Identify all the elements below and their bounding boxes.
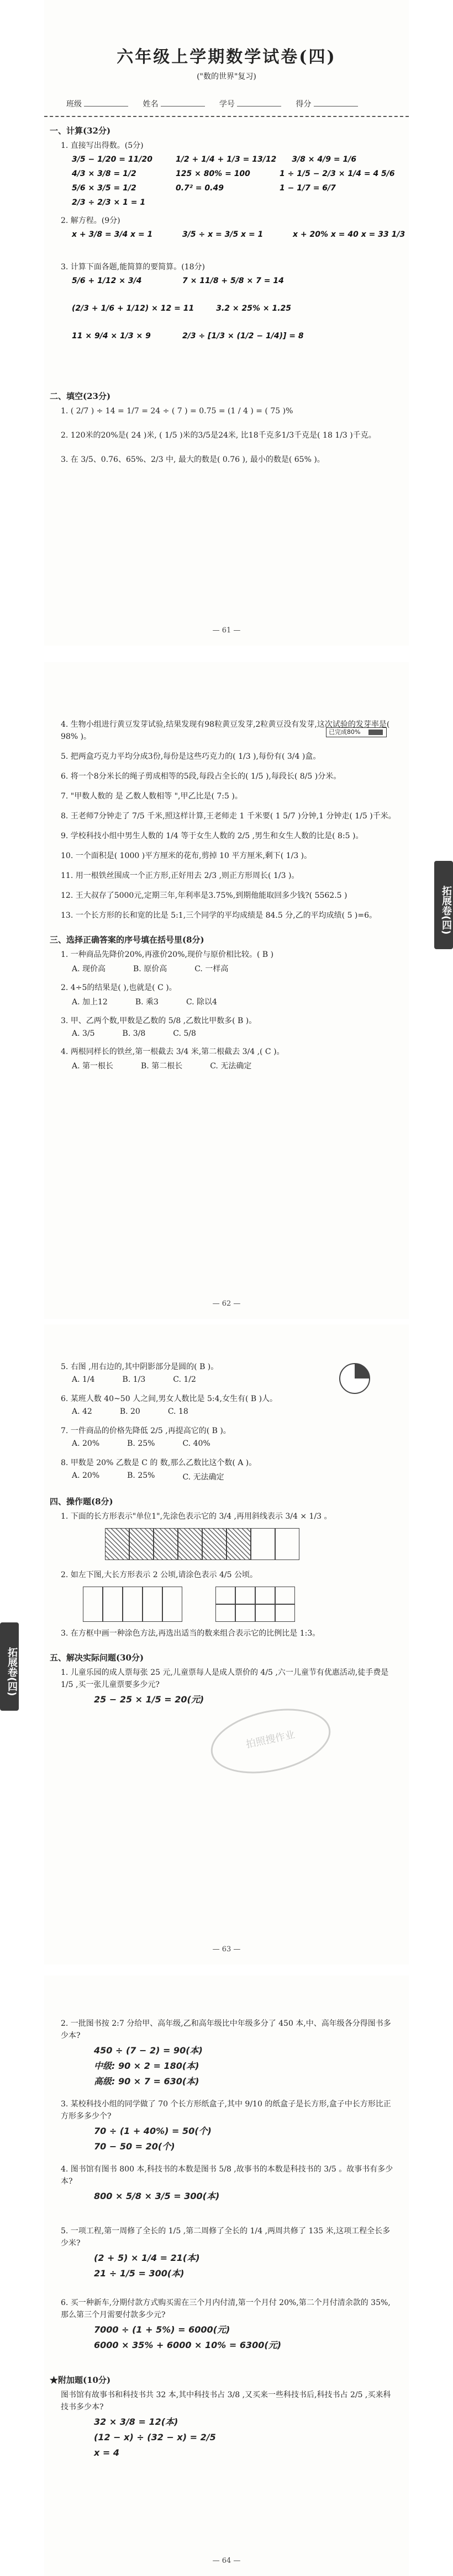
fill-2: 2. 120米的20%是( 24 )米, ( 1/5 )米的3/5是24米, 比18千克多1/3千克是( 18 1/3 )千克。	[61, 431, 376, 440]
page-64	[44, 1976, 409, 2576]
option[interactable]: C. 18	[167, 1407, 188, 1416]
calc-item: 5/6 + 1/12 × 3/4	[72, 276, 142, 285]
option[interactable]: A. 3/5	[72, 1029, 95, 1038]
problem-work: 21 ÷ 1/5 = 300(本)	[94, 2268, 185, 2279]
progress-indicator: 已完成80%	[326, 727, 387, 737]
fill-item: 11. 用一根铁丝围成一个正方形,正好用去 2/3 ,则正方形周长( 1/3 )。	[61, 871, 299, 880]
hatched-cell	[202, 1528, 227, 1560]
choice-options	[72, 1471, 409, 1482]
calc-item: 11 × 9/4 × 1/3 × 9	[72, 332, 151, 340]
page-number: — 62 —	[212, 1300, 241, 1308]
hatched-cell	[105, 1528, 129, 1560]
problem-1-answer: 25 − 25 × 1/5 = 20(元)	[94, 1694, 204, 1705]
section-word-problems: 五、解决实际问题(30分)	[50, 1653, 144, 1663]
operation-2: 2. 如左下图,大长方形表示 2 公顷,请涂色表示 4/5 公顷。	[61, 1571, 257, 1579]
rectangle-figure-2	[83, 1587, 182, 1622]
q1-item: 3/5 − 1/20 = 11/20	[72, 155, 152, 164]
class-field[interactable]: 班级	[66, 98, 128, 109]
section-bonus: ★附加题(10分)	[50, 2375, 111, 2385]
equation: x + 20% x = 40 x = 33 1/3	[293, 230, 405, 239]
choice-options	[72, 1439, 409, 1448]
fill-item: 10. 一个面积是( 1000 )平方厘米的花布,剪掉 10 平方厘米,剩下( 1/3 )。	[61, 851, 312, 860]
q1-item: 1 − 1/7 = 6/7	[280, 184, 336, 193]
problem: 5. 一项工程,第一周修了全长的 1/5 ,第二周修了全长的 1/4 ,两周共修了 135 米,这项工程全长多少米?	[61, 2227, 391, 2248]
problem: 3. 某校科技小组的同学做了 70 个长方形纸盒子,其中 9/10 的纸盒子是长方形,盒子中长方形比正方形多多少个?	[61, 2100, 391, 2121]
q2-items	[72, 230, 409, 239]
choice-options	[72, 996, 409, 1007]
page-61	[44, 0, 409, 646]
option[interactable]: A. 42	[72, 1407, 92, 1416]
fill-item: 13. 一个长方形的长和宽的比是 5:1,三个同学的平均成绩是 84.5 分,乙的平均成绩( 5 )=6。	[61, 911, 377, 920]
q3-items	[72, 276, 409, 340]
problem: 4. 图书馆有图书 800 本,科技书的本数是图书 5/8 ,故事书的本数是科技书的 3/5 。故事书有多少本?	[61, 2165, 393, 2186]
section-choice: 三、选择正确答案的序号填在括号里(8分)	[50, 935, 204, 945]
choice-question: 2. 4÷5的结果是( ),也就是( C )。	[61, 983, 177, 992]
fill-item: 8. 王老师7分钟走了 7/5 千米,照这样计算,王老师走 1 千米要( 1 5/7 )分钟,1 分钟走( 1/5 )千米。	[61, 812, 396, 821]
q1-item: 3/8 × 4/9 = 1/6	[292, 155, 357, 164]
hatched-cell	[129, 1528, 154, 1560]
option[interactable]: B. 第二根长	[141, 1062, 183, 1071]
option[interactable]: C. 5/8	[173, 1029, 196, 1038]
question-1: 1. 直接写出得数。(5分)	[61, 141, 144, 150]
hatched-cell	[227, 1528, 251, 1560]
exam-subtitle: ("数的世界"复习)	[197, 72, 256, 81]
option[interactable]: C. 1/2	[173, 1375, 196, 1384]
option[interactable]: B. 原价高	[133, 965, 167, 973]
calc-item: 2/3 ÷ [1/3 × (1/2 − 1/4)] = 8	[182, 332, 304, 340]
problem-work: 800 × 5/8 × 3/5 = 300(本)	[94, 2191, 220, 2201]
option[interactable]: B. 25%	[127, 1471, 155, 1480]
fill-3: 3. 在 3/5、0.76、65%、2/3 中, 最大的数是( 0.76 ), 最小的数是( 65% )。	[61, 455, 325, 464]
page-number: — 63 —	[212, 1945, 241, 1954]
side-tab-left: 拓展卷(四)	[0, 1622, 19, 1711]
option[interactable]: B. 20	[119, 1407, 140, 1416]
problem-work: 7000 ÷ (1 + 5%) = 6000(元)	[94, 2324, 230, 2335]
option[interactable]: A. 20%	[72, 1439, 100, 1448]
rectangle-figure-1	[105, 1528, 409, 1560]
choice-question: 8. 甲数是 20% 乙数是 C 的 数,那么乙数比这个数( A )。	[61, 1459, 257, 1467]
q1-item: 4/3 × 3/8 = 1/2	[72, 169, 136, 178]
section-calc: 一、计算(32分)	[50, 126, 111, 136]
option[interactable]: C. 无法确定	[210, 1062, 252, 1071]
question-2: 2. 解方程。(9分)	[61, 216, 120, 225]
option[interactable]: C. 无法确定	[182, 1473, 224, 1482]
circle-figure	[339, 1363, 370, 1394]
option[interactable]: B. 1/3	[122, 1375, 146, 1384]
calc-item: (2/3 + 1/6 + 1/12) × 12 = 11	[72, 304, 194, 313]
problem-work: 6000 × 35% + 6000 × 10% = 6300(元)	[94, 2340, 282, 2350]
problem-work: 450 ÷ (7 − 2) = 90(本)	[94, 2045, 203, 2056]
fill-1: 1. ( 2/7 ) ÷ 14 = 1/7 = 24 ÷ ( 7 ) = 0.75 = (1 / 4 ) = ( 75 )%	[61, 407, 293, 416]
fill-item: 4. 生物小组进行黄豆发芽试验,结果发现有98粒黄豆发芽,2粒黄豆没有发芽,这次试验的发芽率是( 98% )。	[61, 720, 390, 741]
option[interactable]: A. 现价高	[72, 965, 106, 973]
q1-item: 1 ÷ 1/5 − 2/3 × 1/4 = 4 5/6	[280, 169, 395, 178]
name-field[interactable]: 姓名	[143, 98, 204, 109]
choice-question: 3. 甲、乙两个数,甲数是乙数的 5/8 ,乙数比甲数多( B )。	[61, 1016, 257, 1025]
problem-work: 高级: 90 × 7 = 630(本)	[94, 2076, 199, 2087]
side-tab-right: 拓展卷(四)	[434, 861, 453, 949]
divider	[44, 116, 409, 117]
problem-work: 中级: 90 × 2 = 180(本)	[94, 2061, 199, 2071]
problem: 6. 买一种新车,分期付款方式购买需在三个月内付清,第一个月付 20%,第二个月付清余款的 35%,那么第三个月需要付款多少元?	[61, 2298, 391, 2319]
choice-question: 7. 一件商品的价格先降低 2/5 ,再提高它的( B )。	[61, 1427, 231, 1435]
choice-question: 1. 一种商品先降价20%,再涨价20%,现价与原价相比较。( B )	[61, 950, 274, 959]
option[interactable]: A. 20%	[72, 1471, 100, 1480]
option[interactable]: C. 除以4	[186, 998, 217, 1007]
rectangle-figure-3	[215, 1587, 295, 1622]
choice-question: 5. 右图 ,用右边的,其中阴影部分是圆的( B )。	[61, 1362, 219, 1371]
section-fill: 二、填空(23分)	[50, 391, 111, 401]
calc-item: 3.2 × 25% × 1.25	[216, 304, 292, 313]
choice-options	[72, 963, 409, 974]
equation: x + 3/8 = 3/4 x = 1	[72, 230, 153, 239]
score-field[interactable]: 得分	[296, 98, 357, 109]
hatched-cell	[178, 1528, 202, 1560]
hatched-cell	[154, 1528, 178, 1560]
equation: 3/5 ÷ x = 3/5 x = 1	[182, 230, 264, 239]
question-3: 3. 计算下面各题,能简算的要简算。(18分)	[61, 263, 205, 272]
exam-title: 六年级上学期数学试卷(四)	[117, 47, 336, 67]
operation-1: 1. 下面的长方形表示"单位1",先涂色表示它的 3/4 ,再用斜线表示 3/4 × 1/3 。	[61, 1512, 332, 1521]
bonus-work: x = 4	[94, 2447, 119, 2458]
page-62	[44, 662, 409, 1319]
option[interactable]: A. 1/4	[72, 1375, 95, 1384]
blank-cell	[275, 1528, 299, 1560]
blank-cell	[251, 1528, 275, 1560]
problem-work: 70 − 50 = 20(个)	[94, 2141, 175, 2152]
q1-item: 0.7² = 0.49	[176, 184, 224, 193]
problem: 2. 一批图书按 2:7 分给甲、高年级,乙和高年级比中年级多分了 450 本,中、高年级各分得图书多少本?	[61, 2019, 391, 2040]
choice-options	[72, 1407, 409, 1416]
option[interactable]: B. 25%	[127, 1439, 155, 1448]
bonus-work: (12 − x) ÷ (32 − x) = 2/5	[94, 2432, 216, 2442]
section-operation: 四、操作题(8分)	[50, 1497, 113, 1507]
page-number: — 64 —	[212, 2557, 241, 2565]
q1-item: 5/6 × 3/5 = 1/2	[72, 184, 136, 193]
operation-figures	[83, 1587, 409, 1622]
page-63	[44, 1324, 409, 1965]
page-number: — 61 —	[212, 626, 241, 635]
fill-item: 7. "甲数人数的 是 乙数人数相等 ",甲乙比是( 7:5 )。	[61, 792, 243, 801]
choice-options	[72, 1060, 409, 1071]
option[interactable]: B. 乘3	[135, 998, 159, 1007]
q1-item: 2/3 ÷ 2/3 × 1 = 1	[72, 198, 146, 207]
fill-item: 6. 将一个8分米长的绳子剪成相等的5段,每段占全长的( 1/5 ),每段长( 8/5 )分米。	[61, 772, 341, 781]
problem-work: 70 ÷ (1 + 40%) = 50(个)	[94, 2126, 212, 2136]
fill-item: 9. 学校科技小组中男生人数的 1/4 等于女生人数的 2/5 ,男生和女生人数的比是( 8:5 )。	[61, 832, 364, 840]
option[interactable]: C. 一样高	[194, 965, 229, 973]
option[interactable]: B. 3/8	[122, 1029, 146, 1038]
choice-options	[72, 1029, 409, 1038]
fill-item: 12. 王大叔存了5000元,定期三年,年利率是3.75%,到期他能取回多少钱?( 5562.5 )	[61, 891, 347, 900]
bonus-work: 32 × 3/8 = 12(本)	[94, 2417, 178, 2427]
bonus-question: 图书馆有故事书和科技书共 32 本,其中科技书占 3/8 ,又买来一些科技书后,科技书占 2/5 ,买来科技书多少本?	[61, 2391, 391, 2412]
option[interactable]: C. 40%	[182, 1439, 210, 1448]
fill-item: 5. 把两盒巧克力平均分成3份,每份是这些巧克力的( 1/3 ),每份有( 3/4 )盒。	[61, 752, 321, 761]
q1-item: 1/2 + 1/4 + 1/3 = 13/12	[176, 155, 277, 164]
operation-3: 3. 在方框中画一种涂色方法,再选出适当的数来组合表示它的比例比是 1:3。	[61, 1629, 320, 1638]
option[interactable]: A. 第一根长	[72, 1062, 114, 1071]
calc-item: 7 × 11/8 + 5/8 × 7 = 14	[182, 276, 284, 285]
choice-question: 4. 两根同样长的铁丝,第一根截去 3/4 米,第二根截去 3/4 ,( C )。	[61, 1047, 285, 1056]
number-field[interactable]: 学号	[219, 98, 281, 109]
problem-work: (2 + 5) × 1/4 = 21(本)	[94, 2253, 200, 2263]
q1-items	[72, 155, 409, 207]
problem-1: 1. 儿童乐园的成人票每张 25 元,儿童票每人是成人票价的 4/5 ,六一儿童节有优惠活动,徒手费是 1/5 ,买一张儿童票要多少元?	[61, 1668, 389, 1689]
watermark-stamp: 拍照搜作业	[205, 1699, 336, 1783]
option[interactable]: A. 加上12	[72, 998, 108, 1007]
q1-item: 125 × 80% = 100	[176, 169, 250, 178]
choice-question: 6. 某班人数 40~50 人之间,男女人数比是 5:4,女生有( B )人。	[61, 1395, 278, 1403]
student-info-fields	[66, 98, 409, 109]
